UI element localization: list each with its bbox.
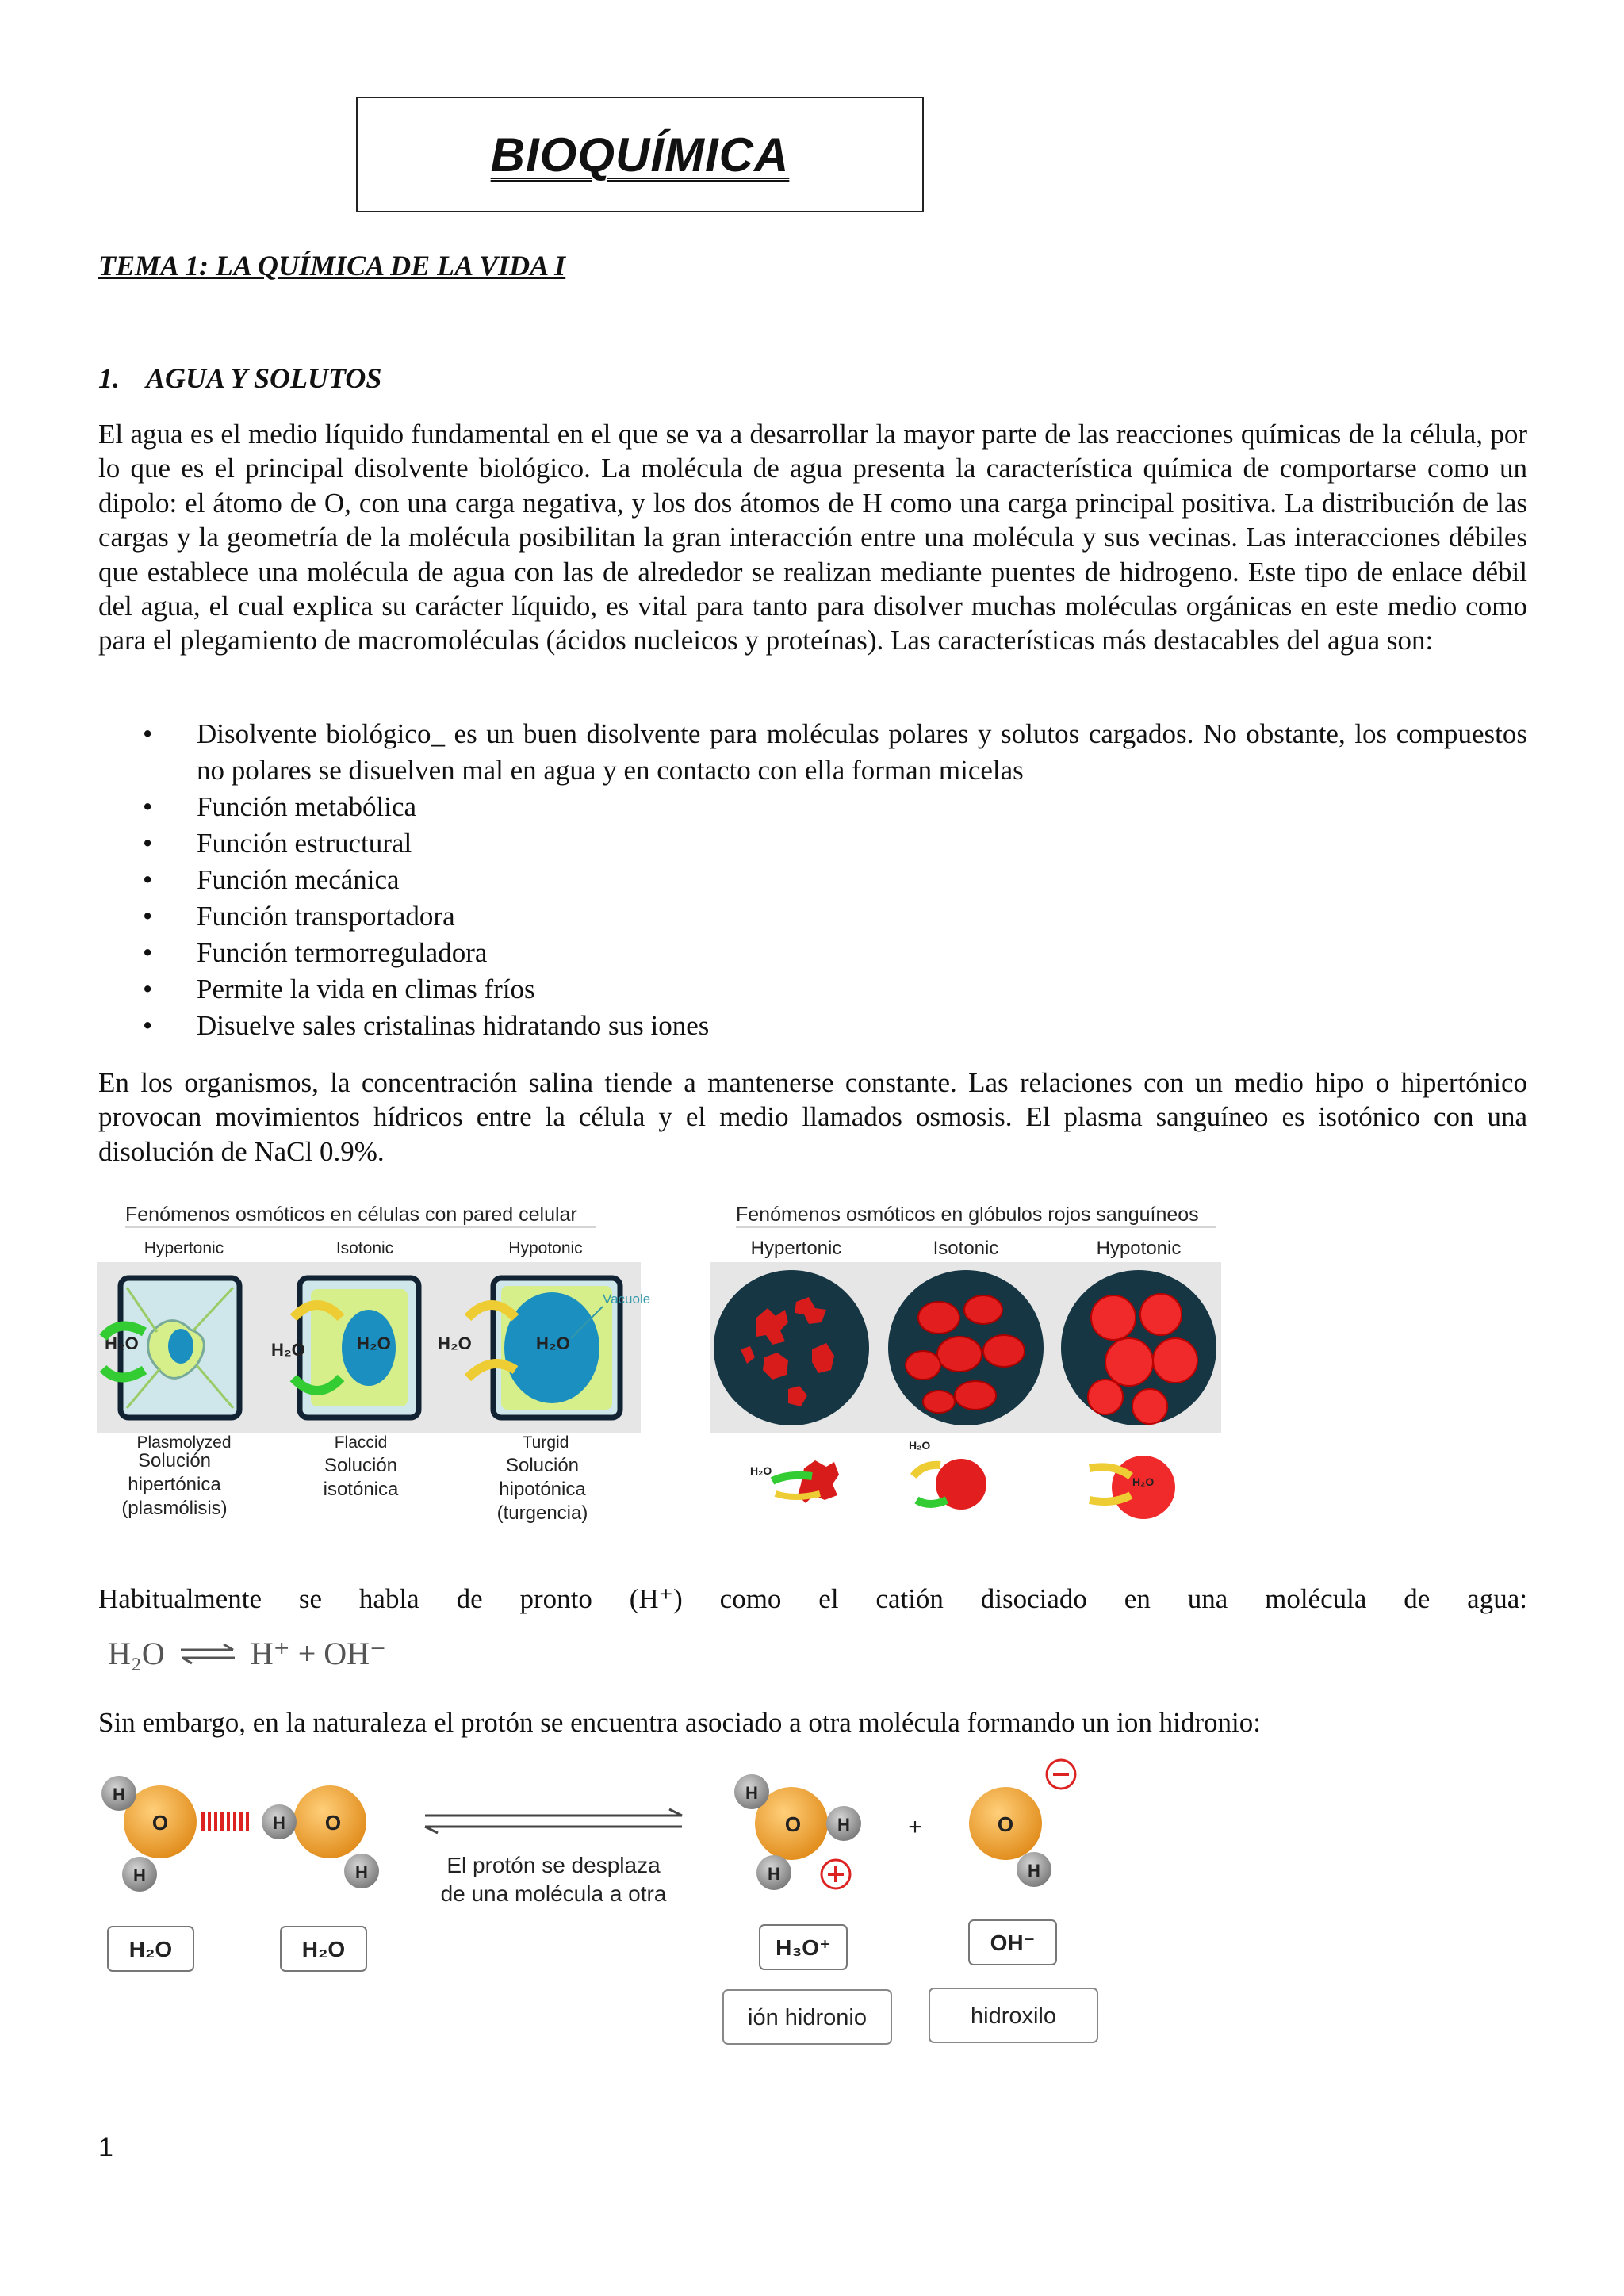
positive-charge-icon (822, 1860, 850, 1888)
word: una (1187, 1583, 1228, 1614)
atom-label: H (1028, 1861, 1040, 1881)
word: disociado (980, 1583, 1087, 1614)
list-item: • Disolvente biológico_ es un buen disolvente para moléculas polares y solutos cargados. No obstante, los compuestos no polares se disuelven mal en agua y en contacto con ella forman micelas (98, 716, 1527, 789)
formula-label-box (969, 1920, 1056, 1965)
water-label: H₂O (105, 1334, 139, 1353)
water-label: H₂O (357, 1334, 391, 1353)
atom-label: H (837, 1815, 850, 1835)
page-number: 1 (98, 2133, 113, 2163)
list-item: • Función termorreguladora (98, 935, 1527, 971)
caption-line: isotónica (323, 1479, 399, 1500)
state-label: Turgid (522, 1433, 569, 1452)
word: en (1124, 1583, 1151, 1614)
word: Habitualmente (98, 1583, 262, 1614)
hypotonic-blood-icon (1061, 1270, 1216, 1425)
section-heading (98, 362, 381, 395)
water-label: H₂O (909, 1439, 931, 1452)
red-blood-cell-osmosis-figure (709, 1199, 1232, 1524)
state-label: Plasmolyzed (136, 1433, 232, 1452)
atom-label: H (113, 1785, 125, 1804)
water-label: H₂O (750, 1464, 772, 1477)
caption-line: Solución (324, 1455, 398, 1476)
name-label: ión hidronio (748, 2005, 867, 2030)
atom-label: H (273, 1813, 285, 1833)
caption-line: (plasmólisis) (121, 1498, 228, 1519)
equilibrium-arrow-icon (178, 1642, 238, 1666)
hypertonic-blood-icon (714, 1270, 869, 1425)
word: de (1404, 1583, 1431, 1614)
word: el (818, 1583, 839, 1614)
isotonic-small-cell-icon (914, 1459, 986, 1510)
formula-label: OH⁻ (990, 1931, 1036, 1955)
equation-left: H₂O (108, 1636, 165, 1671)
state-label: Flaccid (334, 1433, 388, 1452)
arrow-caption: de una molécula a otra (440, 1881, 667, 1906)
plus-sign: + (908, 1814, 922, 1840)
formula-label-box (108, 1927, 193, 1971)
hydronium-figure (95, 1752, 1126, 2069)
name-label-box (723, 1990, 891, 2044)
hydronium-sentence: Sin embargo, en la naturaleza el protón se encuentra asociado a otra molécula formando un ion hidronio: (98, 1707, 1261, 1738)
list-item: • Disuelve sales cristalinas hidratando sus iones (98, 1008, 1527, 1044)
plant-cell-osmosis-figure (95, 1199, 650, 1540)
word: agua: (1467, 1583, 1527, 1614)
atom-label: H (768, 1864, 780, 1884)
caption-line: hipotónica (499, 1479, 586, 1500)
water-label: H₂O (1132, 1475, 1155, 1488)
negative-charge-icon (1047, 1760, 1075, 1789)
hydroxide-molecule-icon (969, 1787, 1051, 1887)
isotonic-blood-icon (888, 1270, 1044, 1425)
water-label: H₂O (438, 1334, 472, 1353)
column-label: Isotonic (335, 1239, 394, 1257)
caption-line: hipertónica (128, 1474, 221, 1495)
word: catión (875, 1583, 944, 1614)
atom-label: O (997, 1812, 1014, 1836)
water-label: H₂O (536, 1334, 570, 1353)
name-label-box (929, 1988, 1097, 2042)
word: pronto (519, 1583, 592, 1614)
atom-label: O (784, 1812, 802, 1836)
word: (H⁺) (629, 1583, 683, 1614)
equilibrium-arrows-icon (425, 1809, 682, 1833)
dissociation-equation (108, 1635, 386, 1672)
word: molécula (1265, 1583, 1367, 1614)
atom-label: H (745, 1783, 758, 1803)
column-label: Hypotonic (508, 1239, 583, 1257)
list-item: • Función estructural (98, 825, 1527, 862)
caption-line: Solución (505, 1455, 580, 1476)
title-box (356, 97, 924, 212)
word: habla (358, 1583, 419, 1614)
list-item: • Función mecánica (98, 862, 1527, 898)
name-label: hidroxilo (971, 2003, 1056, 2029)
word: se (298, 1583, 323, 1614)
word: de (456, 1583, 483, 1614)
column-label: Isotonic (933, 1238, 999, 1259)
caption-line: Solución (137, 1450, 212, 1471)
formula-label-box (281, 1927, 366, 1971)
proton-sentence (98, 1583, 1527, 1615)
water-label: H₂O (271, 1340, 305, 1360)
water-molecule-icon (102, 1776, 197, 1892)
section-title: AGUA Y SOLUTOS (146, 362, 382, 394)
equation-right: H⁺ + OH⁻ (250, 1636, 387, 1671)
list-item: • Función transportadora (98, 898, 1527, 935)
formula-label: H₂O (301, 1937, 346, 1961)
arrow-caption: El protón se desplaza (446, 1853, 661, 1877)
topic-heading: TEMA 1: LA QUÍMICA DE LA VIDA I (98, 250, 566, 281)
list-item: • Función metabólica (98, 789, 1527, 825)
document-title: BIOQUÍMICA (490, 128, 790, 182)
figure-title: Fenómenos osmóticos en células con pared celular (125, 1203, 577, 1226)
water-properties-list (98, 716, 1527, 1044)
word: como (719, 1583, 782, 1614)
atom-label: O (151, 1811, 169, 1835)
formula-label: H₃O⁺ (776, 1935, 831, 1960)
formula-label-box (760, 1925, 847, 1969)
column-label: Hypertonic (750, 1238, 842, 1259)
column-label: Hypotonic (1096, 1238, 1182, 1259)
intro-paragraph: El agua es el medio líquido fundamental en el que se va a desarrollar la mayor parte de las reacciones químicas de la célula, por lo que es el principal disolvente biológico. La molécula de agua presenta la característica química de comportarse como un dipolo: el átomo de O, con una carga negativa, y los dos átomos de H como una carga principal positiva. La distribución de las cargas y la geometría de la molécula posibilitan la gran interacción entre una molécula y sus vecinas. Las interacciones débiles que establece una molécula de agua con las de alrededor se realizan mediante puentes de hidrogeno. Este tipo de enlace débil del agua, el cual explica su carácter líquido, es vital para tanto para disolver muchas moléculas orgánicas en este medio como para el plegamiento de macromoléculas (ácidos nucleicos y proteínas). Las características más destacables del agua son: (98, 419, 1527, 656)
section-number: 1. (98, 362, 120, 394)
atom-label: O (324, 1811, 342, 1835)
formula-label: H₂O (128, 1937, 173, 1961)
atom-label: H (355, 1862, 368, 1882)
figure-title: Fenómenos osmóticos en glóbulos rojos sanguíneos (736, 1203, 1199, 1226)
osmosis-paragraph: En los organismos, la concentración salina tiende a mantenerse constante. Las relaciones con un medio hipo o hipertónico provocan movimientos hídricos entre la célula y el medio llamados osmosis. El plasma sanguíneo es isotónico con una disolución de NaCl 0.9%. (98, 1067, 1527, 1167)
hydrogen-bond-icon (203, 1812, 247, 1831)
caption-line: (turgencia) (496, 1502, 588, 1524)
hypertonic-small-cell-icon (772, 1460, 839, 1503)
vacuole-label: Vacuole (603, 1292, 650, 1307)
atom-label: H (133, 1866, 146, 1885)
column-label: Hypertonic (144, 1239, 224, 1257)
list-item: • Permite la vida en climas fríos (98, 971, 1527, 1008)
water-molecule-icon (262, 1785, 379, 1888)
